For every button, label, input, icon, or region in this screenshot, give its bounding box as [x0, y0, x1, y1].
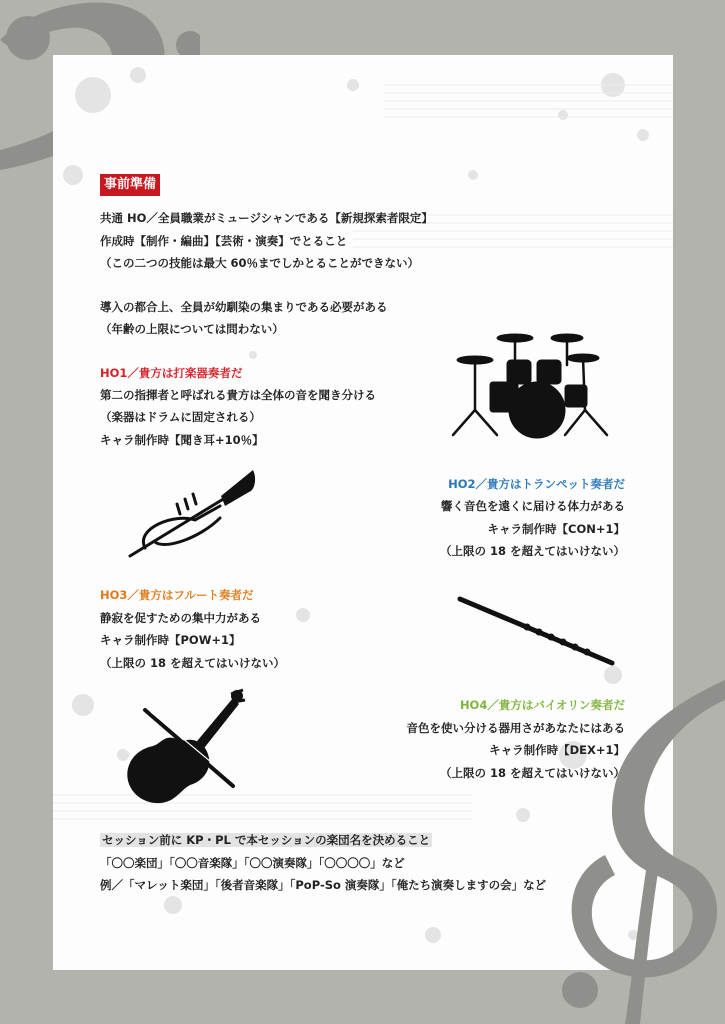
ho4-line-1: 音色を使い分ける器用さがあなたにはある — [406, 721, 625, 735]
ho1-line-2: （楽器はドラムに固定される） — [100, 410, 261, 424]
session-rule-line-3: 例／「マレット楽団」「後者音楽隊」「PoP-So 演奏隊」「俺たち演奏しますの会」など — [100, 878, 547, 892]
ho4-line-2: キャラ制作時【DEX+1】 — [489, 743, 625, 757]
ho3-line-3: （上限の 18 を超えてはいけない） — [100, 656, 286, 670]
session-rule-line-1: セッション前に KP・PL で本セッションの楽団名を決めること — [102, 833, 431, 847]
ho1-line-1: 第二の指揮者と呼ばれる貴方は全体の音を聞き分ける — [100, 388, 376, 402]
drum-kit-icon — [445, 330, 610, 440]
section-heading: 事前準備 — [100, 174, 160, 196]
ho3-line-1: 静寂を促すための集中力がある — [100, 611, 261, 625]
common-rule-line-1: 共通 HO／全員職業がミュージシャンである【新規探索者限定】 — [100, 211, 433, 225]
ho2-line-1: 響く音色を遠くに届ける体力がある — [441, 499, 625, 513]
intro-line-1: 導入の都合上、全員が幼馴染の集まりである必要がある — [100, 300, 388, 314]
flute-icon — [457, 595, 615, 667]
violin-icon — [123, 688, 248, 810]
trumpet-icon — [125, 468, 257, 560]
session-rule-line-2: 「〇〇楽団」「〇〇音楽隊」「〇〇演奏隊」「〇〇〇〇」など — [100, 856, 405, 870]
ho1-title: HO1／貴方は打楽器奏者だ — [100, 366, 243, 380]
ho3-title: HO3／貴方はフルート奏者だ — [100, 588, 254, 602]
ho2-line-3: （上限の 18 を超えてはいけない） — [439, 544, 625, 558]
common-rule-line-2: 作成時【制作・編曲】【芸術・演奏】でとること — [100, 234, 348, 248]
common-rule-line-3: （この二つの技能は最大 60％までしかとることができない） — [100, 256, 420, 270]
ho4-title: HO4／貴方はバイオリン奏者だ — [459, 698, 625, 712]
intro-line-2: （年齢の上限については問わない） — [100, 322, 284, 336]
ho3-line-2: キャラ制作時【POW+1】 — [100, 633, 241, 647]
ho2-title: HO2／貴方はトランペット奏者だ — [448, 477, 625, 491]
ho1-line-3: キャラ制作時【聞き耳+10％】 — [100, 433, 264, 447]
ho4-line-3: （上限の 18 を超えてはいけない） — [439, 766, 625, 780]
ho2-line-2: キャラ制作時【CON+1】 — [487, 522, 625, 536]
treble-clef-icon — [540, 660, 725, 1024]
